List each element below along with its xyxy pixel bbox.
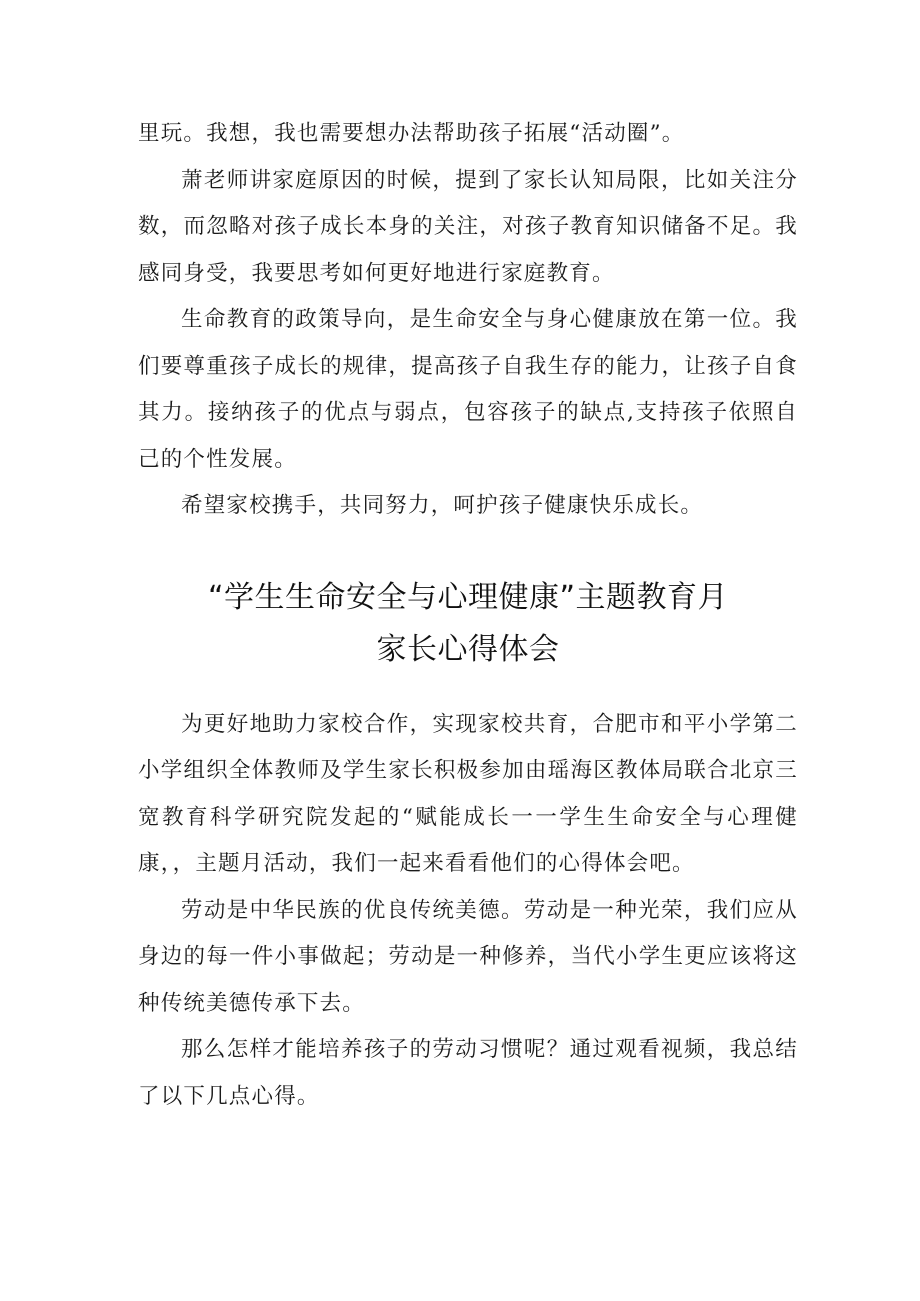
paragraph-teacher-xiao: 萧老师讲家庭原因的时候，提到了家长认知局限，比如关注分数，而忽略对孩子成长本身的关注，对孩子教育知识储备不足。我感同身受，我要思考如何更好地进行家庭教育。 (138, 167, 798, 286)
paragraph-intro: 为更好地助力家校合作，实现家校共育，合肥市和平小学第二小学组织全体教师及学生家长积极参加由瑶海区教体局联合北京三宽教育科学研究院发起的“赋能成长一一学生生命安全与心理健康，，主题月活动，我们一起来看看他们的心得体会吧。 (138, 711, 798, 876)
article-title-line-2: 家长心得体会 (376, 631, 560, 667)
paragraph-labor-virtue: 劳动是中华民族的优良传统美德。劳动是一种光荣，我们应从身边的每一件小事做起；劳动是一种修养，当代小学生更应该将这种传统美德传承下去。 (138, 897, 798, 1016)
document-body (138, 111, 798, 1120)
article-title (138, 572, 798, 676)
paragraph-continuation: 里玩。我想，我也需要想办法帮助孩子拓展“活动圈”。 (138, 121, 685, 146)
paragraph-life-education: 生命教育的政策导向，是生命安全与身心健康放在第一位。我们要尊重孩子成长的规律，提高孩子自我生存的能力，让孩子自食其力。接纳孩子的优点与弱点，包容孩子的缺点,支持孩子依照自己的个性发展。 (138, 307, 798, 472)
section-previous-article (138, 111, 798, 530)
paragraph-hope: 希望家校携手，共同努力，呵护孩子健康快乐成长。 (181, 493, 704, 518)
section-new-article (138, 702, 798, 1121)
article-title-line-1: “学生生命安全与心理健康”主题教育月 (207, 579, 729, 615)
paragraph-labor-habits: 那么怎样才能培养孩子的劳动习惯呢？通过观看视频，我总结了以下几点心得。 (138, 1037, 798, 1109)
